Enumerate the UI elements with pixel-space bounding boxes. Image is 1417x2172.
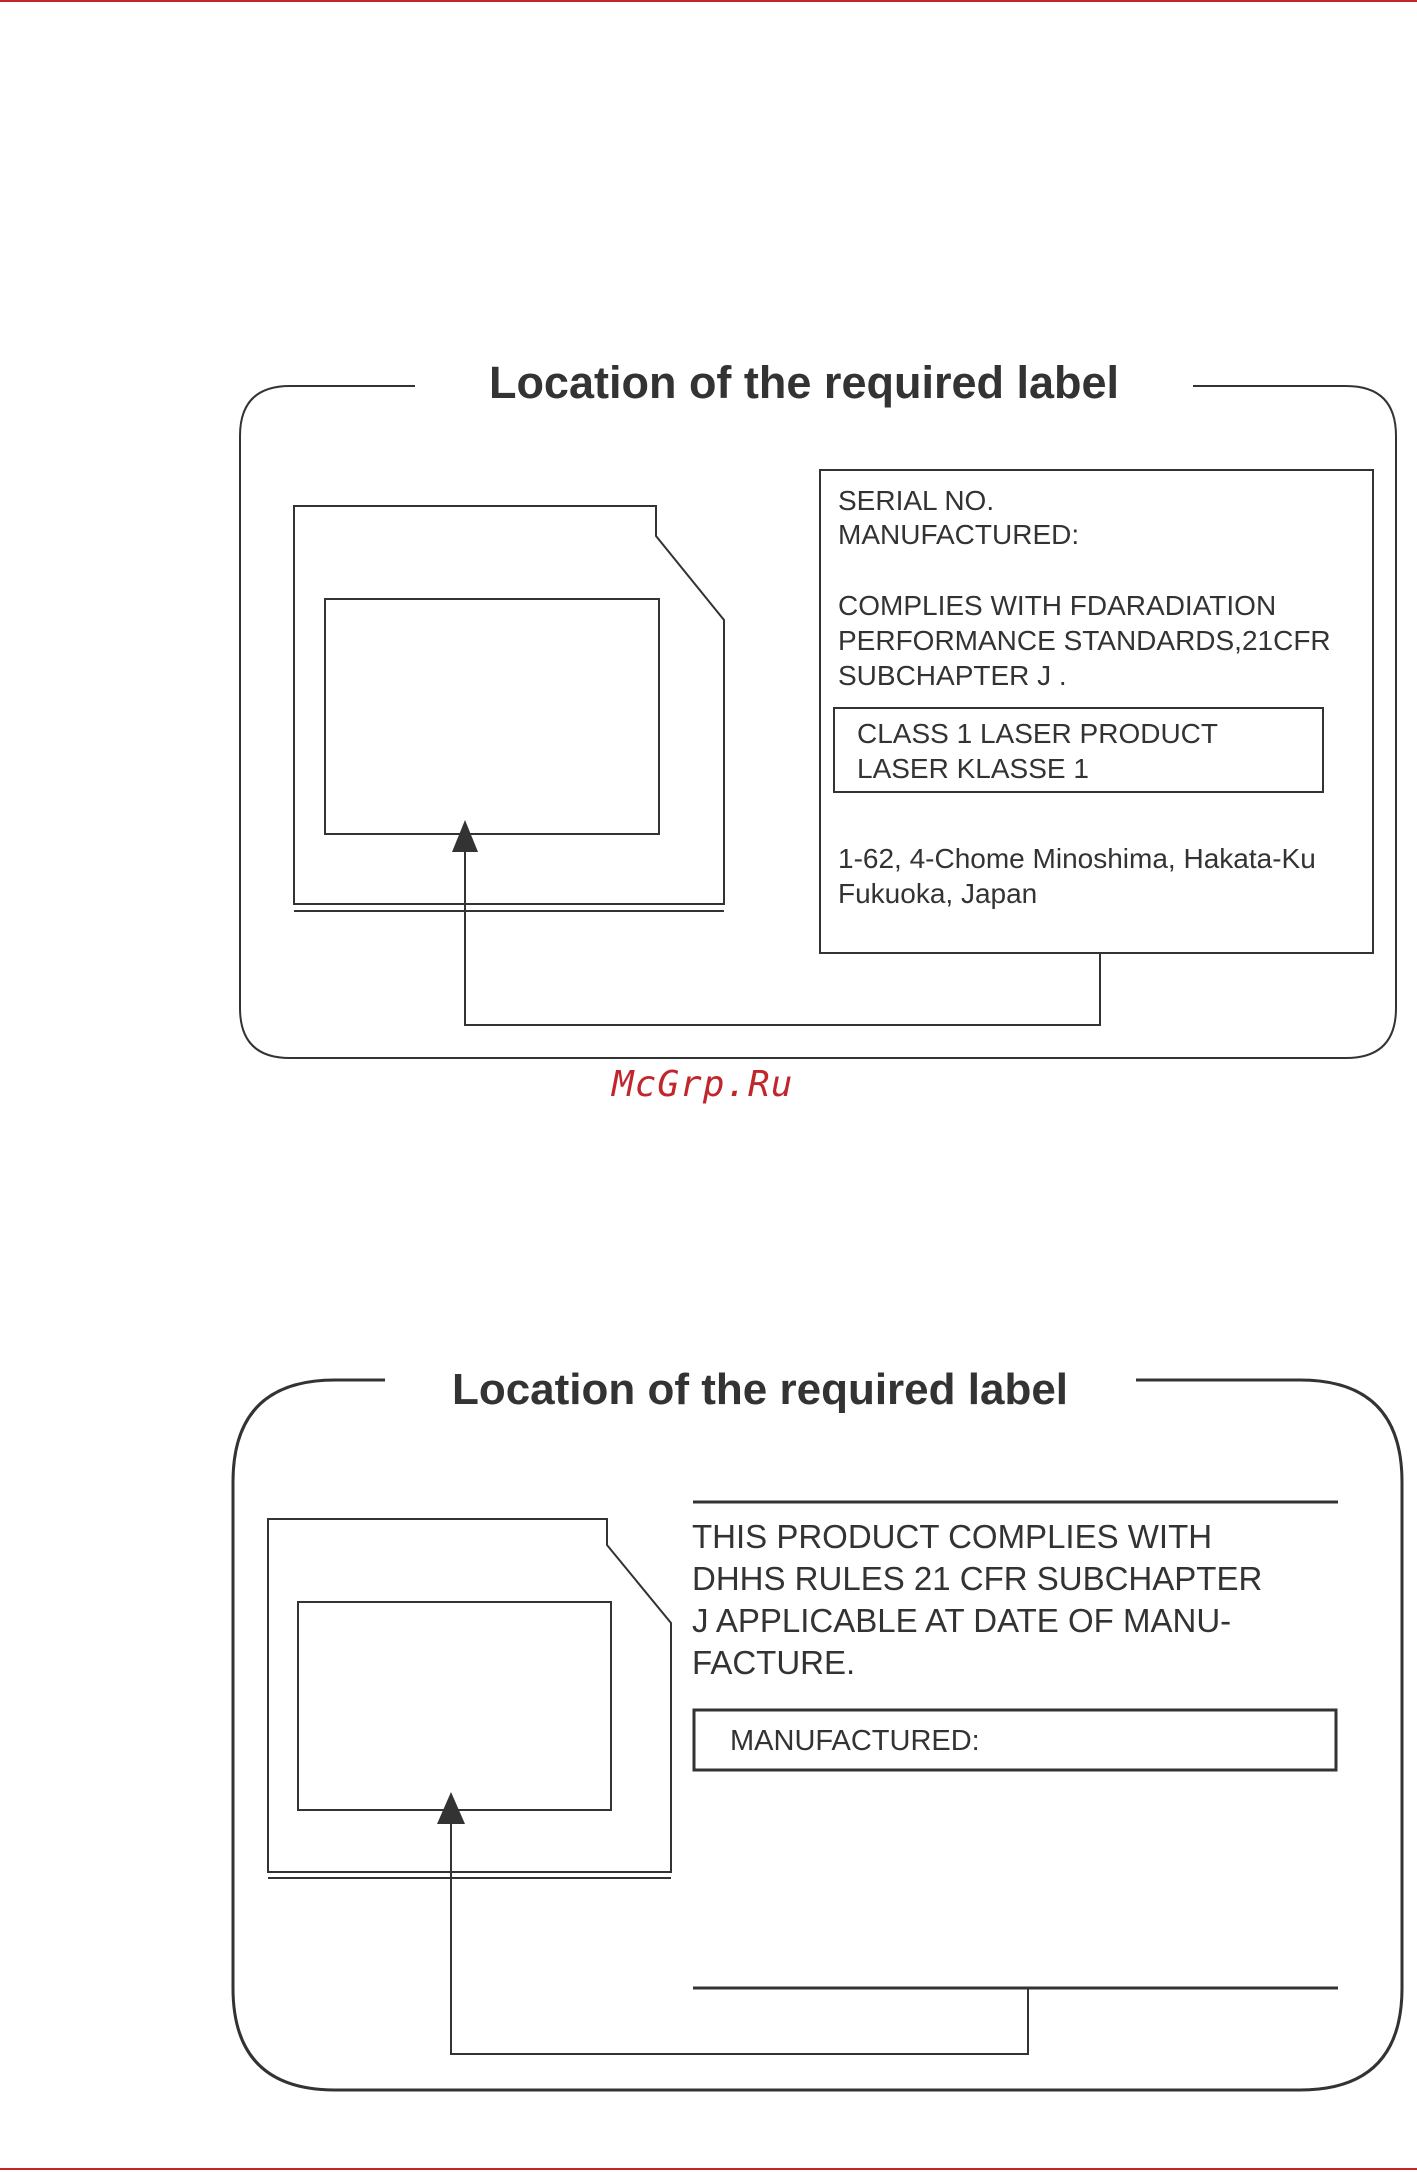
label-text-2: [692, 1518, 1262, 1681]
dhhs-line-1: THIS PRODUCT COMPLIES WITH: [692, 1518, 1213, 1555]
arrowhead-2: [437, 1792, 465, 1824]
address-line-2: Fukuoka, Japan: [838, 878, 1038, 909]
complies-line-3: SUBCHAPTER J .: [838, 660, 1067, 691]
callout-line-2: [451, 1810, 1028, 2054]
manufactured-text-2: MANUFACTURED:: [730, 1725, 980, 1757]
address-line-1: 1-62, 4-Chome Minoshima, Hakata-Ku: [838, 843, 1316, 874]
complies-line-1: COMPLIES WITH FDARADIATION: [838, 590, 1277, 621]
serial-no-text: SERIAL NO.: [838, 485, 995, 516]
top-accent-rule: [0, 0, 1417, 2]
watermark-text: McGrp.Ru: [612, 1064, 794, 1105]
arrowhead-1: [452, 820, 478, 852]
frame-1: [240, 386, 1396, 1058]
dhhs-line-3: J APPLICABLE AT DATE OF MANU-: [692, 1602, 1232, 1639]
label-area-2: [298, 1602, 611, 1810]
label-area-1: [325, 599, 659, 834]
complies-line-2: PERFORMANCE STANDARDS,21CFR: [838, 625, 1331, 656]
label-text-1: [838, 485, 1331, 909]
figure-title-2: Location of the required label: [451, 1365, 1069, 1414]
class-line-2: LASER KLASSE 1: [857, 753, 1089, 784]
label-diagram-1: [0, 340, 1417, 1080]
figure-title-1: Location of the required label: [488, 357, 1120, 408]
class-line-1: CLASS 1 LASER PRODUCT: [857, 718, 1218, 749]
label-diagram-2: [0, 1350, 1417, 2100]
dhhs-line-2: DHHS RULES 21 CFR SUBCHAPTER: [692, 1560, 1263, 1597]
dhhs-line-4: FACTURE.: [692, 1644, 856, 1681]
bottom-accent-rule: [0, 2168, 1417, 2170]
manufactured-text: MANUFACTURED:: [838, 519, 1080, 550]
